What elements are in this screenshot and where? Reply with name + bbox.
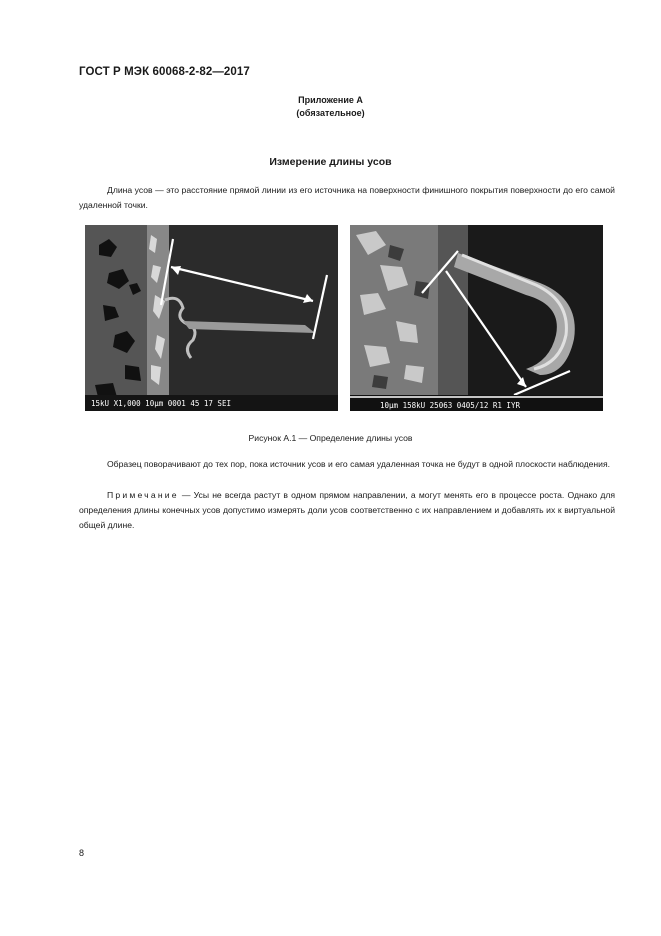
figure-caption-title: Определение длины усов [309,433,413,443]
sem-image-left [85,225,338,411]
appendix-status: (обязательное) [296,108,365,118]
page-number: 8 [79,848,85,858]
sem-image-left-graphic [85,225,338,411]
note-label: Примечание [107,490,179,500]
definition-paragraph: Длина усов — это расстояние прямой линии из его источника на поверхности финишного покрытия поверхности до его самой удаленной точки. [79,185,615,210]
sem-image-right-graphic [350,225,603,411]
sem-image-right [350,225,603,411]
figure-caption-prefix: Рисунок А.1 — [248,433,310,443]
sem-label-right: 10µm 158kU 25063 0405/12 R1 IYR [380,401,520,410]
note-paragraph [79,488,615,533]
rotation-paragraph: Образец поворачивают до тех пор, пока источник усов и его самая удаленная точка не будут в одной плоскости наблюдения. [107,459,611,469]
sem-label-left: 15kU X1,000 10µm 0001 45 17 SEI [91,399,231,408]
appendix-title: Приложение А [298,95,363,105]
figure-caption [0,433,661,443]
note-text: — Усы не всегда растут в одном прямом направлении, а могут менять его в процессе роста. Однако для определения длины конечных усов допустимо измерять доли усов соответственно с их направлением и добавлять их к виртуальной общей длине. [79,490,615,530]
section-title: Измерение длины усов [269,156,392,168]
document-code: ГОСТ Р МЭК 60068-2-82—2017 [79,66,250,78]
